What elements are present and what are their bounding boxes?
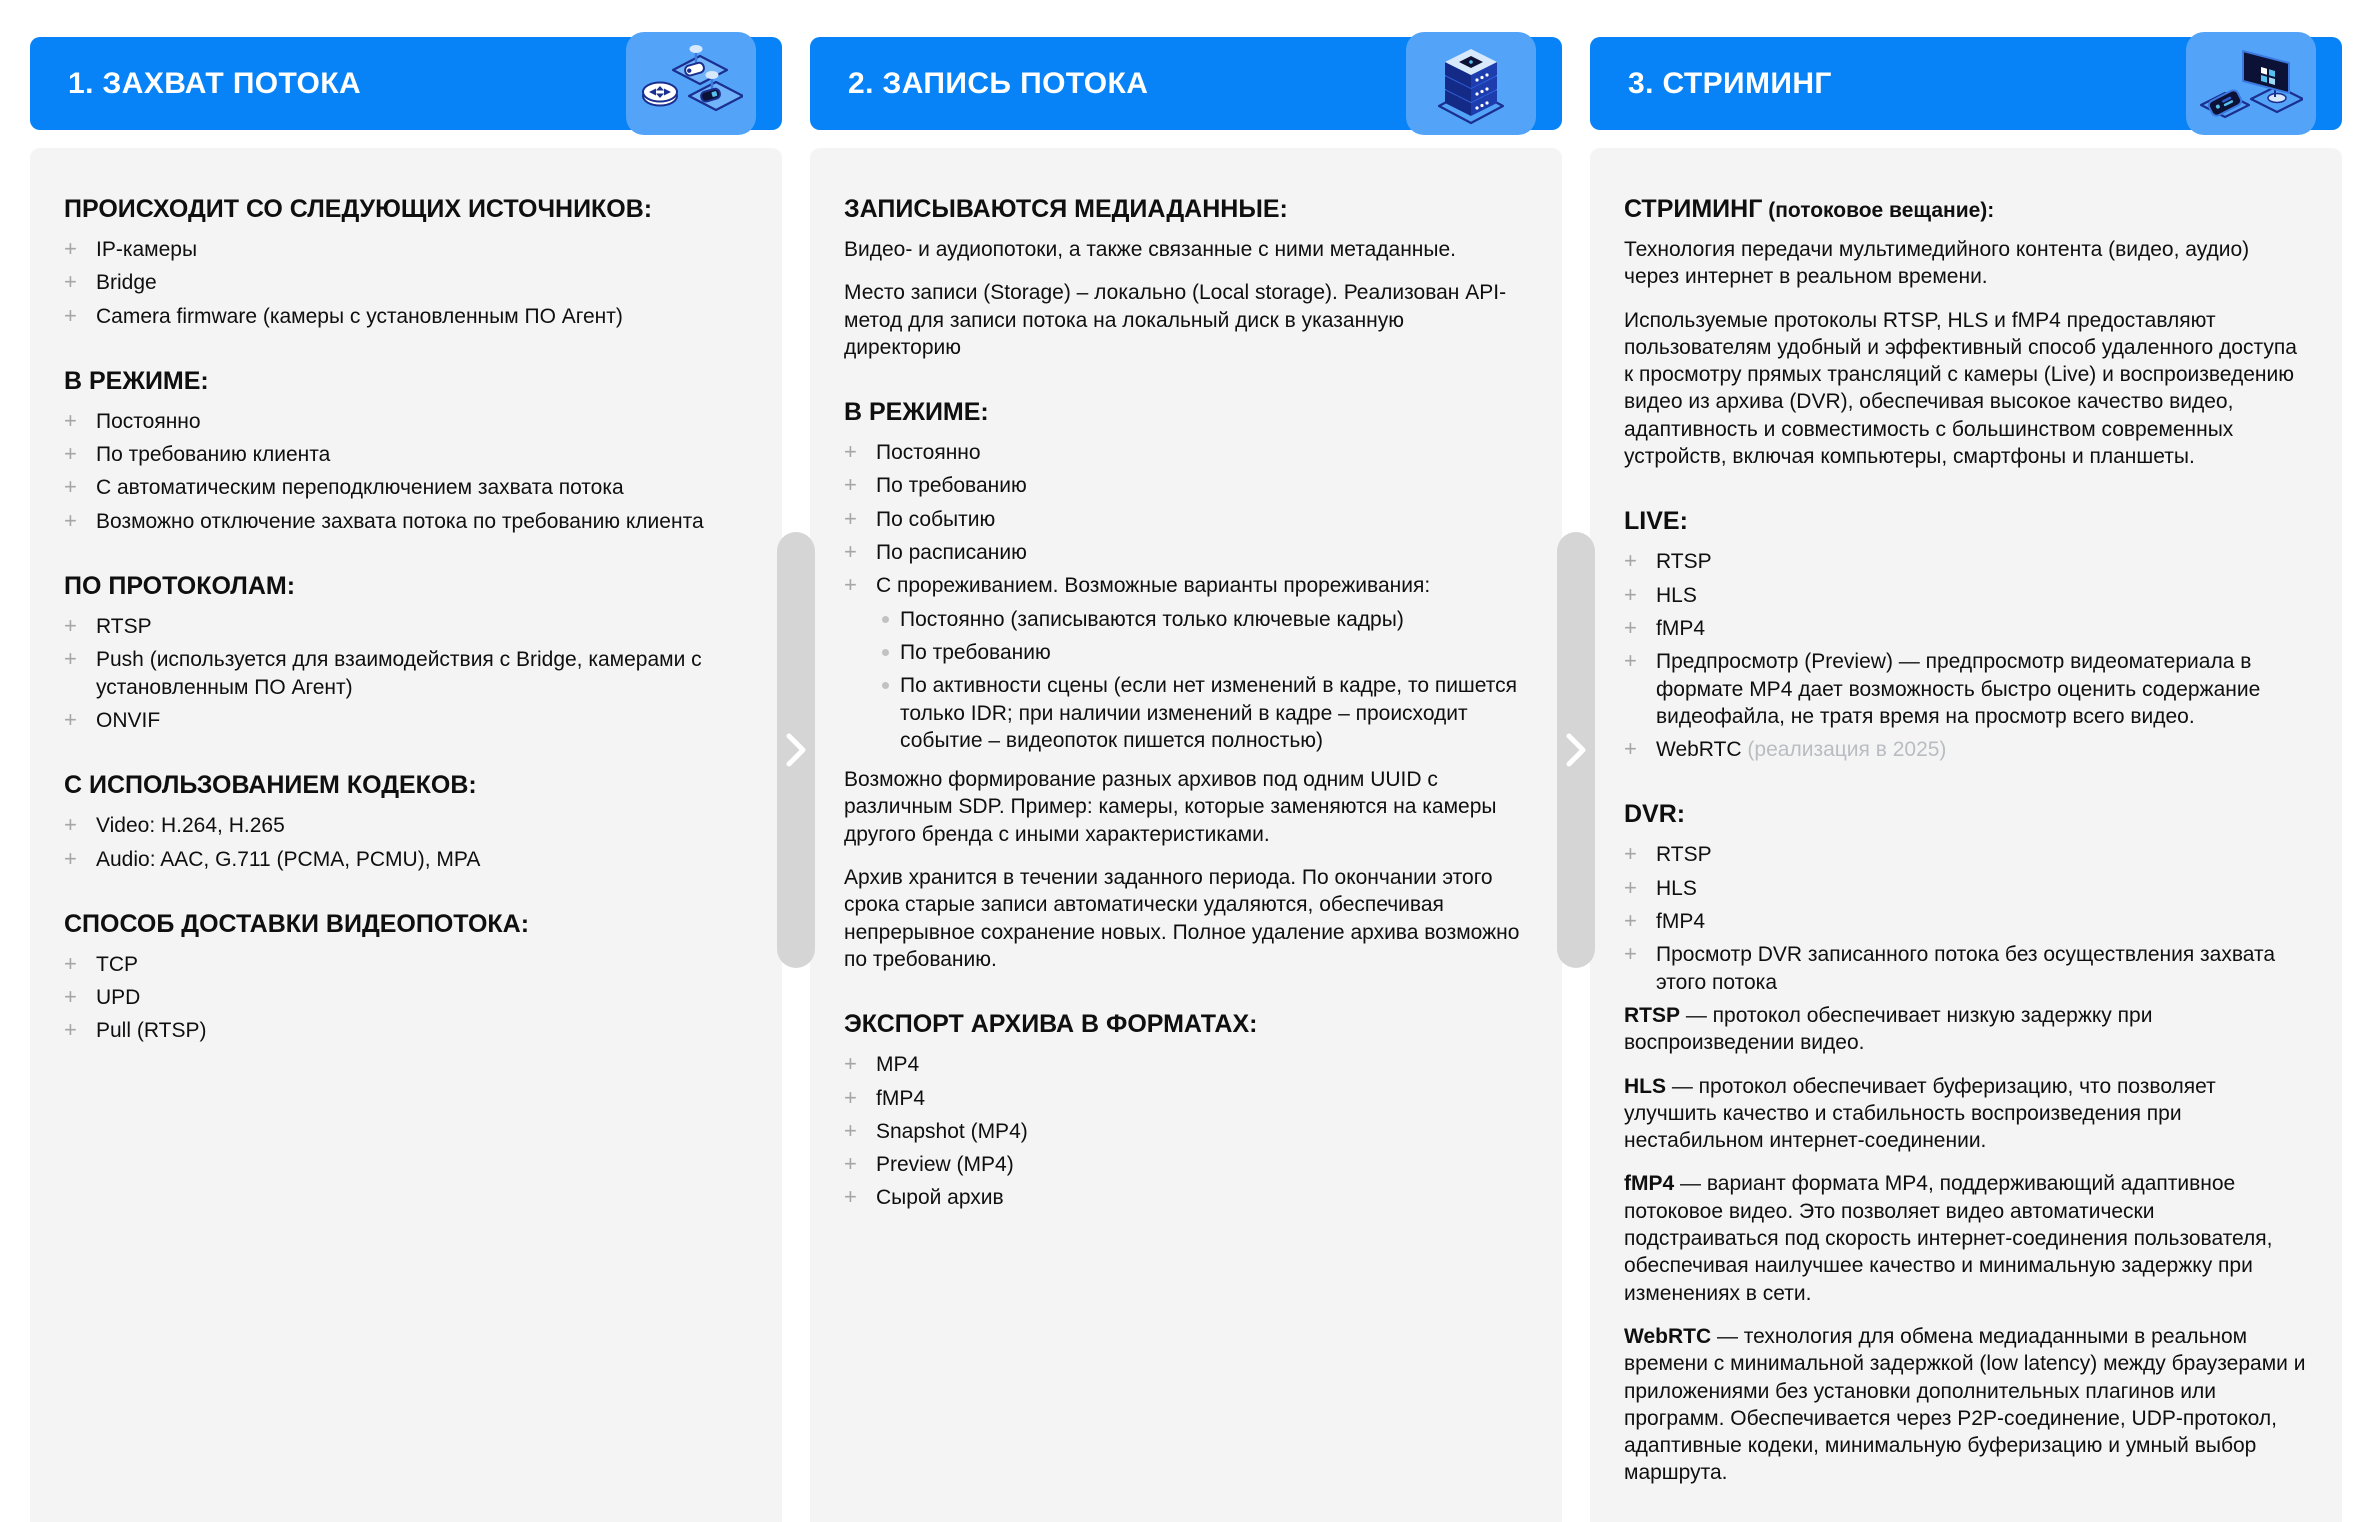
list-item-text: Постоянно [96, 409, 201, 433]
stage-title: 3. СТРИМИНГ [1628, 66, 1832, 100]
list-item [844, 1184, 1526, 1211]
list-item-text: RTSP [96, 615, 152, 639]
sub-list-item-text: По активности сцены (если нет изменений в кадре, то пишется только IDR; при наличии изменений в кадре – происходит событие – видеопоток пишется полностью) [900, 674, 1518, 752]
list-item-text: По расписанию [876, 541, 1027, 565]
list-item [1624, 841, 2306, 868]
plus-marker-icon: + [64, 269, 77, 295]
stage-column-2 [810, 37, 1562, 1522]
list-item [1624, 648, 2306, 730]
plus-marker-icon: + [844, 539, 857, 565]
list-item-text: Pull (RTSP) [96, 1019, 207, 1043]
sub-list-item [882, 606, 1526, 633]
list-item-text: Preview (MP4) [876, 1153, 1014, 1177]
section-heading: СТРИМИНГ (потоковое вещание): [1624, 195, 1995, 223]
section-heading: ПО ПРОТОКОЛАМ: [64, 572, 296, 601]
list-item-text: WebRTC (реализация в 2025) [1656, 738, 1947, 762]
paragraph: Технология передачи мультимедийного контента (видео, аудио) через интернет в реальном времени. [1624, 238, 2250, 289]
sub-list-item-text: Постоянно (записываются только ключевые кадры) [900, 607, 1404, 631]
plus-marker-icon: + [64, 1017, 77, 1043]
plus-marker-icon: + [844, 472, 857, 498]
section-heading: СПОСОБ ДОСТАВКИ ВИДЕОПОТОКА: [64, 909, 530, 938]
plus-marker-icon: + [844, 1151, 857, 1177]
ip-cameras-icon [626, 32, 756, 135]
plus-marker-icon: + [64, 441, 77, 467]
paragraph: WebRTC — технология для обмена медиаданными в реальном времени с минимальной задержкой (low latency) между браузерами и приложениями без установки дополнительных плагинов или программ. Обеспечивается через P2P-соединение, UDP-протокол, адаптивные кодеки, минимальную буферизацию и умный выбор маршрута. [1624, 1324, 2306, 1485]
paragraph: Архив хранится в течении заданного периода. По окончании этого срока старые записи автоматически удаляются, обеспечивая непрерывное сохранение новых. Полное удаление архива возможно по требованию. [844, 866, 1520, 971]
list-item [64, 303, 746, 330]
stage-card-1 [30, 148, 782, 1522]
stage-card-2 [810, 148, 1562, 1522]
list-item [844, 539, 1526, 566]
plus-marker-icon: + [64, 646, 77, 672]
plus-marker-icon: + [1624, 841, 1637, 867]
plus-list [844, 1051, 1526, 1211]
plus-marker-icon: + [64, 706, 77, 732]
list-item [844, 1085, 1526, 1112]
sub-list-item [882, 672, 1526, 754]
plus-marker-icon: + [64, 474, 77, 500]
plus-marker-icon: + [64, 984, 77, 1010]
list-item [64, 474, 746, 501]
plus-marker-icon: + [844, 505, 857, 531]
plus-marker-icon: + [844, 1084, 857, 1110]
list-item-text: Audio: AAC, G.711 (PCMA, PCMU), MPA [96, 847, 481, 871]
list-item [1624, 548, 2306, 575]
list-item-text: С прореживанием. Возможные варианты прореживания: Постоянно (записываются только ключевые кадры) По требованию По активности сцены (если нет изменений в кадре, то пишется только IDR; при наличии изменений в кадре – происходит событие – видеопоток пишется полностью) [876, 572, 1526, 760]
paragraph: Видео- и аудиопотоки, а также связанные с ними метаданные. [844, 238, 1456, 261]
list-item [64, 984, 746, 1011]
list-item [64, 508, 746, 535]
paragraph-lead: RTSP [1624, 1003, 1681, 1027]
plus-list [64, 408, 746, 535]
list-item [64, 613, 746, 640]
section-heading: В РЕЖИМЕ: [64, 366, 209, 395]
section-heading: ЗАПИСЫВАЮТСЯ МЕДИАДАННЫЕ: [844, 195, 1288, 223]
availability-note: (реализация в 2025) [1741, 738, 1947, 762]
list-item-text: Snapshot (MP4) [876, 1119, 1028, 1143]
list-item-text: Camera firmware (камеры с установленным ПО Агент) [96, 304, 623, 328]
list-item-text: Push (используется для взаимодействия с Bridge, камерами с установленным ПО Агент) [96, 648, 702, 699]
list-item-text: HLS [1656, 876, 1697, 900]
list-item-text: IP-камеры [96, 238, 198, 261]
list-item [1624, 736, 2306, 763]
plus-marker-icon: + [844, 1051, 857, 1077]
list-item [64, 1017, 746, 1044]
plus-marker-icon: + [1624, 581, 1637, 607]
list-item-text: По требованию [876, 474, 1027, 498]
paragraph-lead: HLS [1624, 1074, 1666, 1098]
next-column-arrow-2[interactable] [1557, 532, 1595, 968]
plus-marker-icon: + [1624, 941, 1637, 967]
section-heading: LIVE: [1624, 507, 1688, 536]
plus-marker-icon: + [1624, 908, 1637, 934]
stage-column-3 [1590, 37, 2342, 1522]
list-item-text: ONVIF [96, 708, 161, 732]
list-item [64, 707, 746, 734]
list-item-text: RTSP [1656, 550, 1712, 574]
sub-list-item-text: По требованию [900, 640, 1051, 664]
list-item-text: TCP [96, 952, 138, 976]
stage-columns [30, 37, 2342, 1488]
plus-marker-icon: + [844, 1117, 857, 1143]
list-item-text: Возможно отключение захвата потока по требованию клиента [96, 509, 704, 533]
plus-marker-icon: + [64, 845, 77, 871]
list-item [844, 1151, 1526, 1178]
stage-card-3 [1590, 148, 2342, 1522]
section-heading: В РЕЖИМЕ: [844, 398, 989, 427]
plus-marker-icon: + [64, 407, 77, 433]
plus-list [64, 236, 746, 330]
stage-column-1 [30, 37, 782, 1522]
list-item [64, 646, 746, 701]
list-item-text: Постоянно [876, 441, 981, 465]
plus-marker-icon: + [1624, 736, 1637, 762]
plus-list [64, 613, 746, 734]
section-heading: DVR: [1624, 800, 1686, 829]
next-column-arrow-1[interactable] [777, 532, 815, 968]
sub-list [876, 606, 1526, 754]
list-item-text: fMP4 [876, 1086, 926, 1110]
plus-marker-icon: + [64, 507, 77, 533]
dot-marker-icon [882, 649, 889, 656]
plus-marker-icon: + [844, 1184, 857, 1210]
list-item [844, 439, 1526, 466]
plus-list [64, 951, 746, 1045]
section-heading: ЭКСПОРТ АРХИВА В ФОРМАТАХ: [844, 1010, 1258, 1039]
stage-header-1 [30, 37, 782, 130]
list-item-text: HLS [1656, 583, 1697, 607]
list-item-text: Bridge [96, 271, 157, 295]
list-item-text: С автоматическим переподключением захвата потока [96, 476, 624, 500]
paragraph: Возможно формирование разных архивов под одним UUID с различным SDP. Пример: камеры, которые заменяются на камеры другого бренда с иными характеристиками. [844, 768, 1497, 846]
paragraph: Место записи (Storage) – локально (Local storage). Реализован API-метод для записи потока на локальный диск в указанную директорию [844, 281, 1507, 359]
list-item-text: Сырой архив [876, 1186, 1004, 1210]
plus-marker-icon: + [64, 236, 77, 261]
plus-list [1624, 841, 2306, 995]
plus-marker-icon: + [64, 302, 77, 328]
list-item-text: Предпросмотр (Preview) — предпросмотр видеоматериала в формате MP4 дает возможность быстро оценить содержание видеофайла, не тратя время на просмотр всего видео. [1656, 650, 2261, 728]
plus-list [844, 439, 1526, 760]
plus-marker-icon: + [1624, 648, 1637, 674]
section-heading: С ИСПОЛЬЗОВАНИЕМ КОДЕКОВ: [64, 771, 477, 800]
dot-marker-icon [882, 616, 889, 623]
stage-header-3 [1590, 37, 2342, 130]
list-item-text: fMP4 [1656, 910, 1706, 934]
list-item [64, 441, 746, 468]
list-item-text: UPD [96, 986, 141, 1010]
list-item [844, 1051, 1526, 1078]
plus-list [64, 812, 746, 873]
plus-marker-icon: + [1624, 548, 1637, 574]
list-item [844, 1118, 1526, 1145]
paragraph-lead: fMP4 [1624, 1172, 1675, 1196]
chevron-right-icon [1563, 730, 1589, 770]
plus-marker-icon: + [64, 950, 77, 976]
monitor-devices-icon [2186, 32, 2316, 135]
list-item [64, 951, 746, 978]
plus-marker-icon: + [1624, 874, 1637, 900]
list-item-text: RTSP [1656, 843, 1712, 867]
list-item [1624, 908, 2306, 935]
list-item-text: Video: H.264, H.265 [96, 814, 285, 838]
list-item [64, 812, 746, 839]
paragraph: RTSP — протокол обеспечивает низкую задержку при воспроизведении видео. [1624, 1003, 2153, 1055]
list-item [844, 572, 1526, 760]
paragraph: fMP4 — вариант формата MP4, поддерживающий адаптивное потоковое видео. Это позволяет видео автоматически подстраиваться под скорость интернет-соединения пользователя, обеспечивая наилучшее качество и минимальную задержку при изменениях в сети. [1624, 1172, 2273, 1305]
plus-marker-icon: + [1624, 614, 1637, 640]
plus-marker-icon: + [844, 572, 857, 598]
list-item [1624, 582, 2306, 609]
section-heading: ПРОИСХОДИТ СО СЛЕДУЮЩИХ ИСТОЧНИКОВ: [64, 195, 653, 223]
paragraph: Используемые протоколы RTSP, HLS и fMP4 предоставляют пользователям удобный и эффективный способ удаленного доступа к просмотру прямых трансляций с камеры (Live) и воспроизведению видео из архива (DVR), обеспечивая высокое качество видео, адаптивность и совместимость с большинством современных устройств, включая компьютеры, смартфоны и планшеты. [1624, 308, 2297, 469]
list-item-text: По требованию клиента [96, 443, 331, 467]
list-item [1624, 875, 2306, 902]
list-item [1624, 941, 2306, 996]
list-item [64, 236, 746, 263]
chevron-right-icon [783, 730, 809, 770]
stage-title: 2. ЗАПИСЬ ПОТОКА [848, 66, 1149, 100]
list-item-text: По событию [876, 507, 996, 531]
list-item [844, 472, 1526, 499]
plus-marker-icon: + [64, 613, 77, 639]
list-item-text: Просмотр DVR записанного потока без осуществления захвата этого потока [1656, 943, 2276, 994]
section-heading-suffix: (потоковое вещание): [1762, 199, 1995, 222]
list-item [1624, 615, 2306, 642]
list-item [64, 846, 746, 873]
list-item-text: fMP4 [1656, 616, 1706, 640]
paragraph-lead: WebRTC [1624, 1324, 1712, 1348]
list-item [64, 408, 746, 435]
plus-marker-icon: + [844, 439, 857, 465]
dot-marker-icon [882, 682, 889, 689]
stage-title: 1. ЗАХВАТ ПОТОКА [68, 66, 362, 100]
list-item [844, 506, 1526, 533]
paragraph: HLS — протокол обеспечивает буферизацию, что позволяет улучшить качество и стабильность воспроизведения при нестабильном интернет-соединении. [1624, 1074, 2216, 1153]
list-item-text: MP4 [876, 1053, 920, 1077]
plus-marker-icon: + [64, 812, 77, 838]
plus-list [1624, 548, 2306, 763]
sub-list-item [882, 639, 1526, 666]
stage-header-2 [810, 37, 1562, 130]
server-stack-icon [1406, 32, 1536, 135]
list-item [64, 269, 746, 296]
